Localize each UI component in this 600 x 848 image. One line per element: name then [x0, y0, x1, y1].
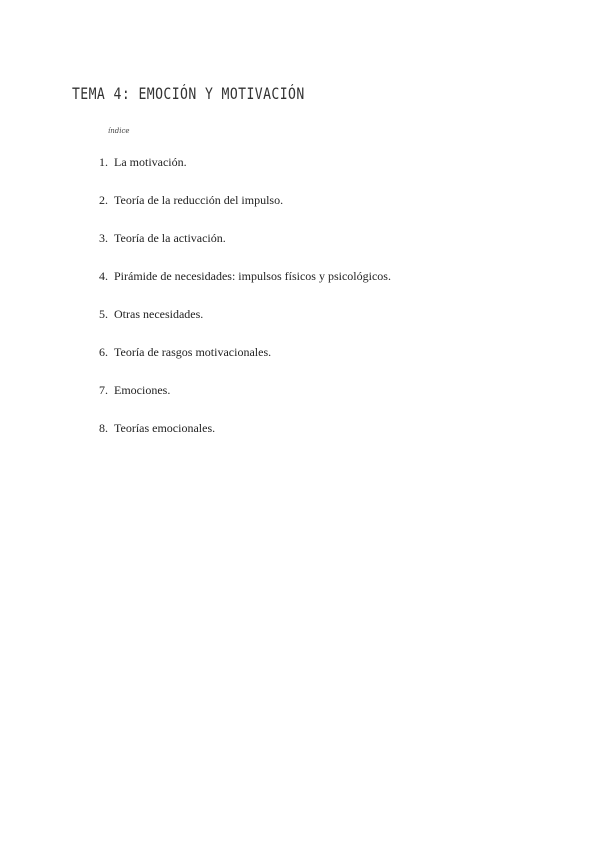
toc-item-number: 8. — [99, 421, 108, 435]
toc-item — [84, 269, 391, 307]
toc-item-number: 2. — [99, 193, 108, 207]
toc-item — [84, 307, 391, 345]
toc-item-text: Otras necesidades. — [114, 307, 204, 321]
toc-item-number: 5. — [99, 307, 108, 321]
toc-item — [84, 193, 391, 231]
toc-item-number: 4. — [99, 269, 108, 283]
toc-item — [84, 421, 391, 459]
toc-item-text: Pirámide de necesidades: impulsos físicos y psicológicos. — [114, 269, 391, 283]
toc-item-text: Teoría de la reducción del impulso. — [114, 193, 284, 207]
toc-item — [84, 383, 391, 421]
toc-item — [84, 231, 391, 269]
index-subtitle: índice — [108, 127, 130, 135]
toc-item — [84, 345, 391, 383]
toc-item-text: La motivación. — [114, 155, 187, 169]
toc-item — [84, 155, 391, 193]
toc-item-text: Teoría de la activación. — [114, 231, 226, 245]
toc-item-number: 1. — [99, 155, 108, 169]
toc-item-number: 6. — [99, 345, 108, 359]
toc-item-number: 3. — [99, 231, 108, 245]
toc-item-text: Teorías emocionales. — [114, 421, 216, 435]
toc-item-number: 7. — [99, 383, 108, 397]
table-of-contents — [84, 155, 391, 459]
toc-item-text: Emociones. — [114, 383, 171, 397]
toc-item-text: Teoría de rasgos motivacionales. — [114, 345, 272, 359]
page-title: TEMA 4: EMOCIÓN Y MOTIVACIÓN — [72, 84, 305, 103]
